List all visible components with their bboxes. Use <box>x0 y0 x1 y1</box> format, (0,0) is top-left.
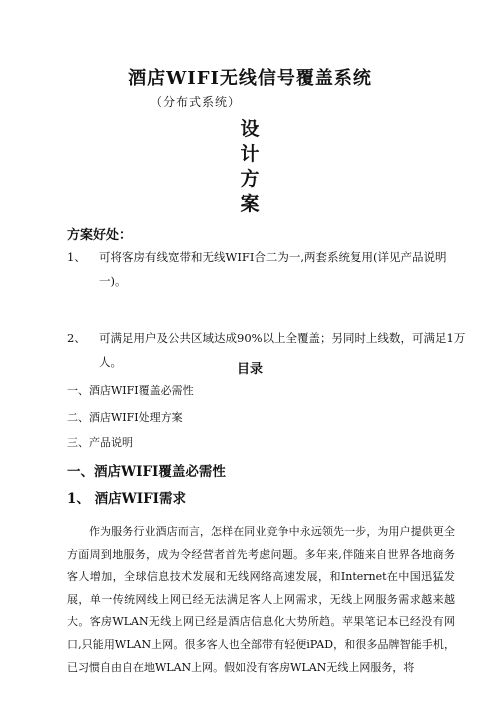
advantage-number: 1、 <box>67 250 86 264</box>
toc-item: 三、产品说明 <box>67 436 133 449</box>
section-heading: 一、酒店WIFI覆盖必需性 <box>67 464 226 480</box>
advantage-text: 可满足用户及公共区域达成90%以上全覆盖；另同时上线数，可满足1万人。 <box>99 331 466 369</box>
advantage-item <box>67 245 467 293</box>
document-subtitle: （分布式系统） <box>150 95 242 109</box>
design-char: 方 <box>240 168 260 190</box>
advantage-number: 2、 <box>67 331 86 345</box>
design-plan-vertical-title <box>0 117 500 217</box>
advantages-heading: 方案好处： <box>67 228 133 243</box>
advantage-text: 可将客房有线宽带和无线WIFI合二为一,两套系统复用(详见产品说明一)。 <box>99 250 447 288</box>
toc-item: 二、酒店WIFI处理方案 <box>67 411 183 424</box>
toc-item: 一、酒店WIFI覆盖必需性 <box>67 384 194 397</box>
document-title: 酒店WIFI无线信号覆盖系统 <box>128 68 372 89</box>
body-paragraph: 作为服务行业酒店而言，怎样在同业竞争中永远领先一步，为用户提供更全方面周到地服务，成为令经营者首先考虑问题。多年来,伴随来自世界各地商务客人增加，全球信息技术发展和无线网络高速发展，和Internet在中国迅猛发展，单一传统网线上网已经无法满足客人上网需求，无线上网服务需求越来越大。客房WLAN无线上网已经是酒店信息化大势所趋。苹果笔记本已经没有网口,只能用WLAN上网。很多客人也全部带有轻便iPAD，和很多品牌智能手机，已习惯自由自在地WLAN上网。假如没有客房WLAN无线上网服务，将 <box>67 525 455 674</box>
design-char: 计 <box>240 143 260 165</box>
design-char: 案 <box>240 193 260 215</box>
toc-heading: 目录 <box>236 362 263 377</box>
design-char: 设 <box>240 118 260 140</box>
subsection-heading: 1、 酒店WIFI需求 <box>67 491 186 507</box>
